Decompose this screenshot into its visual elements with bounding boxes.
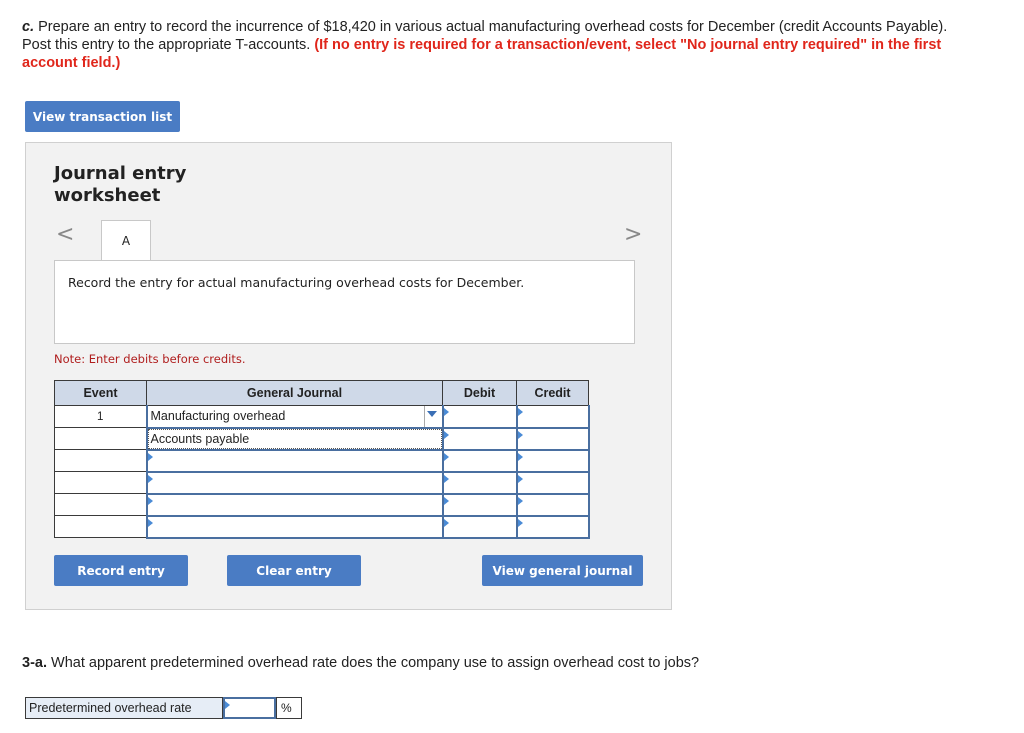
chevron-right-icon[interactable]: > xyxy=(624,222,643,247)
table-row xyxy=(55,516,589,538)
event-cell xyxy=(55,494,147,516)
table-row xyxy=(55,406,589,428)
predetermined-rate-input[interactable] xyxy=(223,697,276,719)
question-instruction: (If no entry is required for a transaction/event, select "No journal entry required" in the first account field.) xyxy=(22,37,942,71)
debit-input[interactable] xyxy=(443,450,517,472)
percent-unit: % xyxy=(276,697,302,719)
account-select[interactable] xyxy=(147,450,443,472)
event-cell xyxy=(55,472,147,494)
event-cell xyxy=(55,516,147,538)
credit-input[interactable] xyxy=(517,472,589,494)
event-cell xyxy=(55,428,147,450)
question-text xyxy=(22,18,952,72)
credit-input[interactable] xyxy=(517,516,589,538)
debit-input[interactable] xyxy=(443,494,517,516)
question-3a xyxy=(22,655,699,671)
account-select[interactable] xyxy=(147,516,443,538)
dropdown-box[interactable] xyxy=(424,406,442,427)
input-marker-icon xyxy=(444,431,449,439)
question-body: Prepare an entry to record the incurrence of $18,420 in various actual manufacturing overhead costs for December (credit Accounts Payable). Post this entry to the appropriate T-accounts. xyxy=(22,19,948,53)
input-marker-icon xyxy=(148,475,153,483)
chevron-left-icon[interactable]: < xyxy=(56,222,75,247)
input-marker-icon xyxy=(518,519,523,527)
instruction-text: Record the entry for actual manufacturing overhead costs for December. xyxy=(68,275,525,290)
chevron-down-icon[interactable] xyxy=(427,411,437,417)
tab-a[interactable]: A xyxy=(101,220,151,261)
input-marker-icon xyxy=(444,519,449,527)
instruction-box xyxy=(54,260,635,344)
account-select[interactable] xyxy=(147,406,443,428)
journal-entry-worksheet xyxy=(25,142,672,610)
input-marker-icon xyxy=(518,431,523,439)
credit-input[interactable] xyxy=(517,428,589,450)
header-credit: Credit xyxy=(517,381,589,406)
record-entry-button[interactable]: Record entry xyxy=(54,555,188,586)
input-marker-icon xyxy=(444,408,449,416)
input-marker-icon xyxy=(444,453,449,461)
event-cell: 1 xyxy=(55,406,147,428)
event-cell xyxy=(55,450,147,472)
account-value: Manufacturing overhead xyxy=(150,409,286,424)
view-general-journal-button[interactable]: View general journal xyxy=(482,555,643,586)
debit-input[interactable] xyxy=(443,472,517,494)
header-event: Event xyxy=(55,381,147,406)
account-value: Accounts payable xyxy=(150,431,250,446)
debit-input[interactable] xyxy=(443,406,517,428)
question-3a-text: What apparent predetermined overhead rate does the company use to assign overhead cost to jobs? xyxy=(47,655,700,671)
question-prefix: c. xyxy=(22,19,35,35)
input-marker-icon xyxy=(518,453,523,461)
input-marker-icon xyxy=(518,475,523,483)
table-row xyxy=(55,428,589,450)
header-general-journal: General Journal xyxy=(147,381,443,406)
view-transaction-list-button[interactable]: View transaction list xyxy=(25,101,180,132)
input-marker-icon xyxy=(518,497,523,505)
input-marker-icon xyxy=(148,497,153,505)
journal-table xyxy=(54,380,590,539)
header-debit: Debit xyxy=(443,381,517,406)
input-marker-icon xyxy=(444,497,449,505)
worksheet-title: Journal entry worksheet xyxy=(54,163,187,206)
predetermined-rate-label: Predetermined overhead rate xyxy=(25,697,223,719)
input-marker-icon xyxy=(444,475,449,483)
credit-input[interactable] xyxy=(517,450,589,472)
question-3a-prefix: 3-a. xyxy=(22,655,47,671)
clear-entry-button[interactable]: Clear entry xyxy=(227,555,361,586)
input-marker-icon xyxy=(225,701,230,709)
note-text: Note: Enter debits before credits. xyxy=(54,352,246,366)
input-marker-icon xyxy=(148,453,153,461)
table-row xyxy=(55,494,589,516)
input-marker-icon xyxy=(148,519,153,527)
debit-input[interactable] xyxy=(443,516,517,538)
credit-input[interactable] xyxy=(517,406,589,428)
account-select[interactable] xyxy=(147,494,443,516)
debit-input[interactable] xyxy=(443,428,517,450)
table-row xyxy=(55,450,589,472)
table-row xyxy=(55,472,589,494)
account-select[interactable] xyxy=(147,472,443,494)
input-marker-icon xyxy=(518,408,523,416)
credit-input[interactable] xyxy=(517,494,589,516)
account-select[interactable] xyxy=(147,428,443,450)
